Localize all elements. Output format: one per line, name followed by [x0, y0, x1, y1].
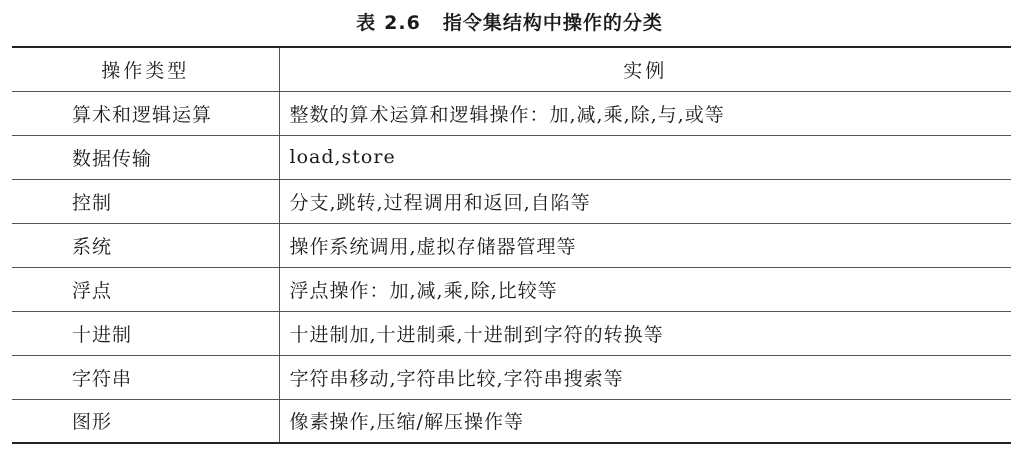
- caption-title: 指令集结构中操作的分类: [442, 12, 663, 34]
- operation-classification-table: [12, 46, 1011, 444]
- example-cell: load,store: [279, 135, 1011, 179]
- example-cell: 字符串移动,字符串比较,字符串搜索等: [279, 355, 1011, 399]
- table-header-row: [12, 47, 1011, 91]
- operation-type-cell: 控制: [12, 179, 279, 223]
- table-row: [12, 91, 1011, 135]
- example-cell: 整数的算术运算和逻辑操作：加,减,乘,除,与,或等: [279, 91, 1011, 135]
- operation-type-cell: 字符串: [12, 355, 279, 399]
- header-example: 实例: [279, 47, 1011, 91]
- caption-number: 2.6: [384, 12, 421, 34]
- table-row: [12, 267, 1011, 311]
- table-row: [12, 135, 1011, 179]
- operation-type-cell: 浮点: [12, 267, 279, 311]
- caption-prefix: 表: [356, 12, 377, 34]
- operation-type-cell: 数据传输: [12, 135, 279, 179]
- operation-type-cell: 系统: [12, 223, 279, 267]
- table-row: [12, 399, 1011, 443]
- table-row: [12, 179, 1011, 223]
- operation-type-cell: 图形: [12, 399, 279, 443]
- example-cell: 十进制加,十进制乘,十进制到字符的转换等: [279, 311, 1011, 355]
- table-row: [12, 355, 1011, 399]
- example-cell: 操作系统调用,虚拟存储器管理等: [279, 223, 1011, 267]
- operation-type-cell: 十进制: [12, 311, 279, 355]
- example-cell: 分支,跳转,过程调用和返回,自陷等: [279, 179, 1011, 223]
- table-row: [12, 223, 1011, 267]
- table-caption: [0, 8, 1019, 35]
- example-cell: 浮点操作：加,减,乘,除,比较等: [279, 267, 1011, 311]
- header-operation-type: 操作类型: [12, 47, 279, 91]
- example-cell: 像素操作,压缩/解压操作等: [279, 399, 1011, 443]
- operation-type-cell: 算术和逻辑运算: [12, 91, 279, 135]
- table-row: [12, 311, 1011, 355]
